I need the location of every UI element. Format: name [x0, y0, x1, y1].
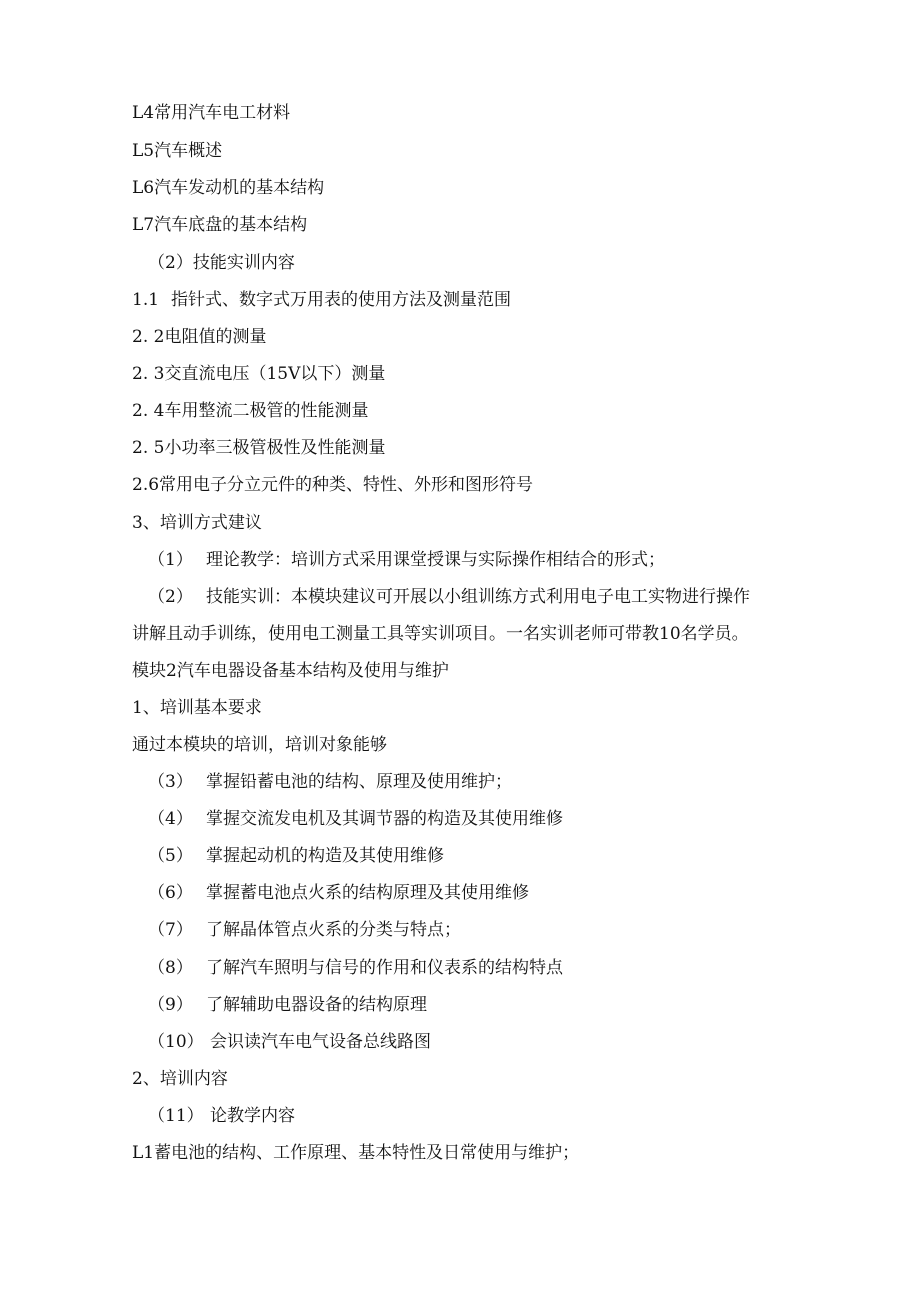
item-number: （4）: [148, 809, 193, 829]
item-number: （11）: [148, 1106, 204, 1126]
text-line: 讲解且动手训练，使用电工测量工具等实训项目。一名实训老师可带教10名学员。: [132, 624, 749, 644]
text-line: 2. 3交直流电压（15V以下）测量: [132, 364, 386, 384]
text-line: 2. 4车用整流二极管的性能测量: [132, 401, 369, 421]
list-item: [148, 807, 563, 831]
item-text: 技能实训：本模块建议可开展以小组训练方式利用电子电工实物进行操作: [206, 587, 750, 607]
text-line: 通过本模块的培训，培训对象能够: [132, 735, 387, 755]
list-item: [148, 881, 529, 905]
section-heading: 2、培训内容: [132, 1069, 228, 1089]
item-number: （8）: [148, 958, 193, 978]
item-text: 论教学内容: [210, 1106, 295, 1126]
item-text: 指针式、数字式万用表的使用方法及测量范围: [171, 290, 512, 310]
text-line: L5汽车概述: [132, 141, 223, 161]
item-number: （5）: [148, 846, 193, 866]
item-text: 掌握交流发电机及其调节器的构造及其使用维修: [206, 809, 563, 829]
list-item: [148, 1030, 431, 1054]
section-heading: （2）技能实训内容: [148, 253, 295, 273]
text-line: L4常用汽车电工材料: [132, 103, 291, 123]
section-heading: 1、培训基本要求: [132, 698, 262, 718]
item-number: （2）: [148, 587, 193, 607]
list-item: [148, 770, 512, 794]
text-line: L1蓄电池的结构、工作原理、基本特性及日常使用与维护；: [132, 1143, 580, 1163]
item-text: 了解辅助电器设备的结构原理: [206, 995, 427, 1015]
item-number: （6）: [148, 883, 193, 903]
item-number: 1.1: [132, 290, 160, 310]
list-item: [148, 918, 461, 942]
text-line: L6汽车发动机的基本结构: [132, 178, 325, 198]
text-line: L7汽车底盘的基本结构: [132, 215, 308, 235]
list-item: [148, 993, 427, 1017]
list-item: [132, 288, 511, 312]
item-number: （7）: [148, 920, 193, 940]
item-text: 掌握蓄电池点火系的结构原理及其使用维修: [206, 883, 529, 903]
section-heading: 3、培训方式建议: [132, 513, 262, 533]
item-text: 理论教学：培训方式采用课堂授课与实际操作相结合的形式；: [206, 550, 665, 570]
item-text: 掌握铅蓄电池的结构、原理及使用维护；: [206, 772, 512, 792]
list-item: [148, 844, 444, 868]
item-text: 了解汽车照明与信号的作用和仪表系的结构特点: [206, 958, 563, 978]
text-line: 2. 2电阻值的测量: [132, 327, 267, 347]
item-number: （9）: [148, 995, 193, 1015]
text-line: 2. 5小功率三极管极性及性能测量: [132, 438, 386, 458]
item-number: （1）: [148, 550, 193, 570]
module-heading: 模块2汽车电器设备基本结构及使用与维护: [132, 661, 449, 681]
list-item: [148, 585, 750, 609]
item-number: （3）: [148, 772, 193, 792]
item-text: 会识读汽车电气设备总线路图: [210, 1032, 431, 1052]
list-item: [148, 1104, 295, 1128]
list-item: [148, 548, 665, 572]
item-number: （10）: [148, 1032, 204, 1052]
list-item: [148, 956, 563, 980]
text-line: 2.6常用电子分立元件的种类、特性、外形和图形符号: [132, 475, 534, 495]
item-text: 掌握起动机的构造及其使用维修: [206, 846, 444, 866]
item-text: 了解晶体管点火系的分类与特点；: [206, 920, 461, 940]
